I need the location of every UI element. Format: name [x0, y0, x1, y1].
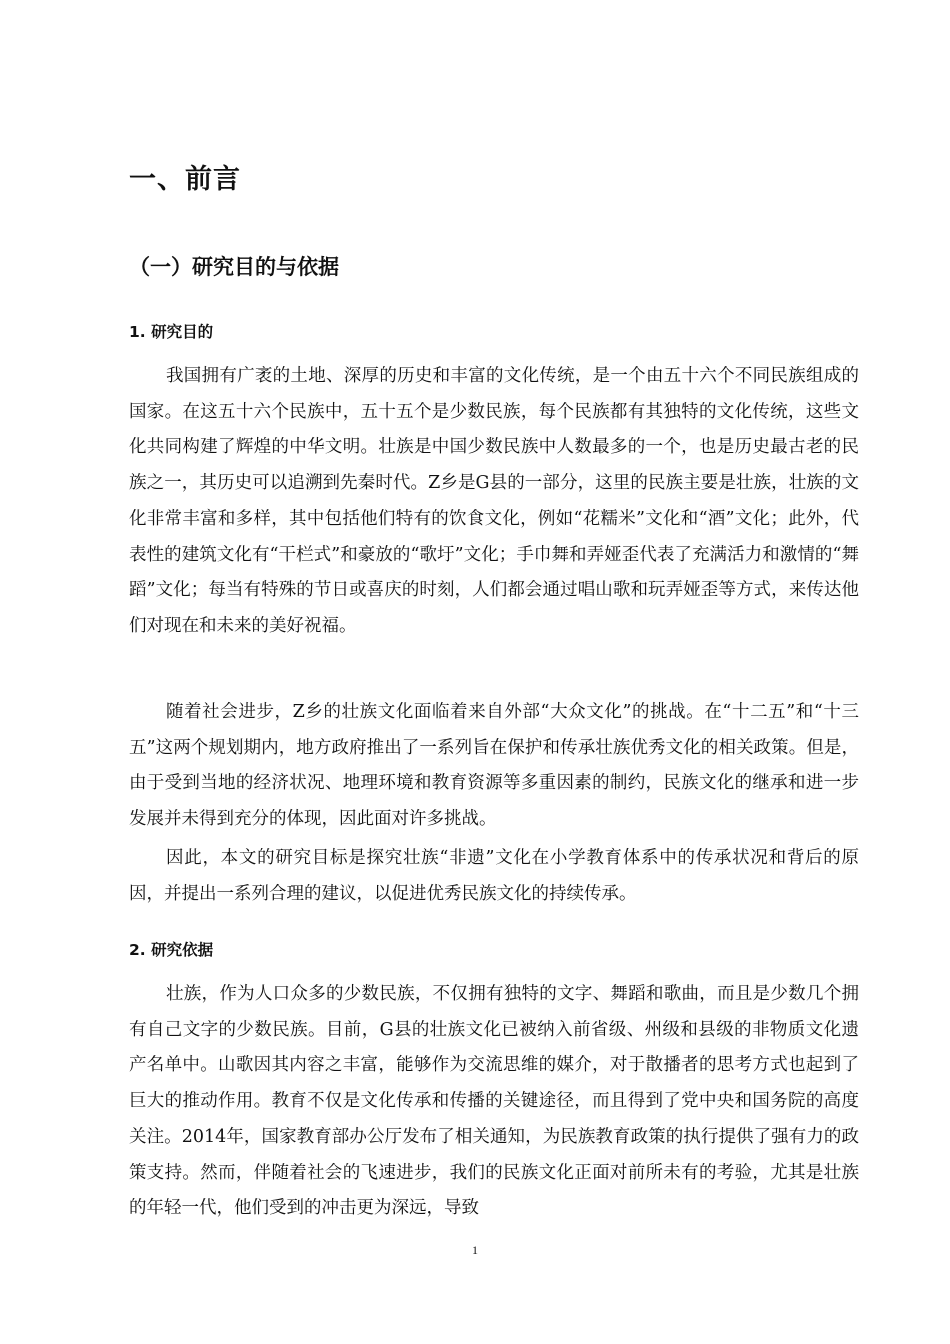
paragraph: 壮族，作为人口众多的少数民族，不仅拥有独特的文字、舞蹈和歌曲，而且是少数几个拥有自己文字的少数民族。目前，G县的壮族文化已被纳入前省级、州级和县级的非物质文化遗产名单中。山歌因其内容之丰富，能够作为交流思维的媒介，对于散播者的思考方式也起到了巨大的推动作用。教育不仅是文化传承和传播的关键途径，而且得到了党中央和国务院的高度关注。2014年，国家教育部办公厅发布了相关通知，为民族教育政策的执行提供了强有力的政策支持。然而，伴随着社会的飞速进步，我们的民族文化正面对前所未有的考验，尤其是壮族的年轻一代，他们受到的冲击更为深远，导致 [129, 984, 859, 1219]
paragraph: 我国拥有广袤的土地、深厚的历史和丰富的文化传统，是一个由五十六个不同民族组成的国家。在这五十六个民族中，五十五个是少数民族，每个民族都有其独特的文化传统，这些文化共同构建了辉煌的中华文明。壮族是中国少数民族中人数最多的一个，也是历史最古老的民族之一，其历史可以追溯到先秦时代。Z乡是G县的一部分，这里的民族主要是壮族，壮族的文化非常丰富和多样，其中包括他们特有的饮食文化，例如“花糯米”文化和“酒”文化；此外，代表性的建筑文化有“干栏式”和豪放的“歌圩”文化；手巾舞和弄娅歪代表了充满活力和激情的“舞蹈”文化；每当有特殊的节日或喜庆的时刻，人们都会通过唱山歌和玩弄娅歪等方式，来传达他们对现在和未来的美好祝福。 [129, 366, 859, 636]
chapter-heading: 一、前言 [129, 164, 241, 195]
page-number: 1 [472, 1243, 478, 1257]
paragraph: 随着社会进步，Z乡的壮族文化面临着来自外部“大众文化”的挑战。在“十二五”和“十三五”这两个规划期内，地方政府推出了一系列旨在保护和传承壮族优秀文化的相关政策。但是，由于受到当地的经济状况、地理环境和教育资源等多重因素的制约，民族文化的继承和进一步发展并未得到充分的体现，因此面对许多挑战。 [129, 702, 859, 830]
paragraph: 因此，本文的研究目标是探究壮族“非遗”文化在小学教育体系中的传承状况和背后的原因，并提出一系列合理的建议，以促进优秀民族文化的持续传承。 [129, 848, 859, 904]
subsection-heading-purpose: 1. 研究目的 [129, 323, 214, 341]
subsection-heading-basis: 2. 研究依据 [129, 941, 214, 959]
section-heading: （一）研究目的与依据 [129, 255, 339, 279]
